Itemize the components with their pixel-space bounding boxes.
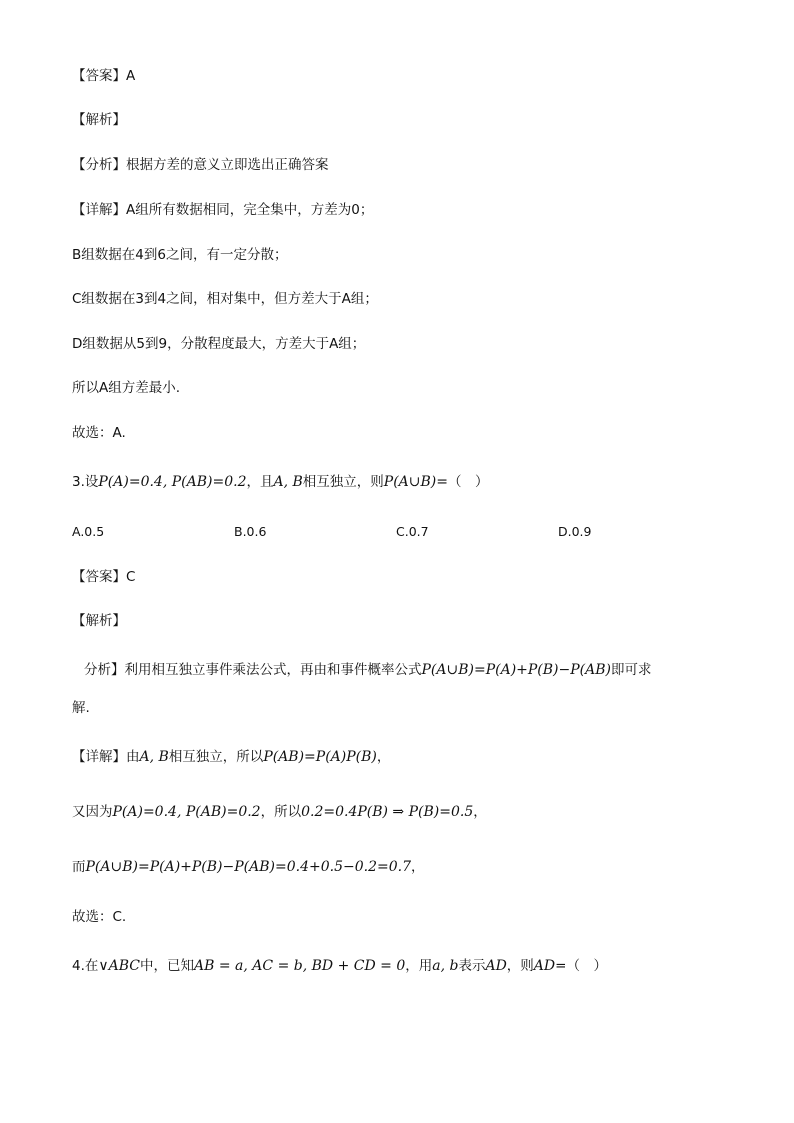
q3-detail-end: ， bbox=[376, 749, 391, 765]
q3-detail-prefix: 【详解】由 bbox=[72, 749, 140, 765]
q3-option-d: D.0.9 bbox=[558, 524, 592, 539]
q3-method-math: P(A∪B)=P(A)+P(B)−P(AB) bbox=[421, 662, 611, 678]
q2-answer: 【答案】A bbox=[72, 68, 136, 84]
q2-analysis-heading: 【解析】 bbox=[72, 112, 126, 128]
q2-choice: 故选：A. bbox=[72, 425, 126, 441]
q2-line-b: B组数据在4到6之间，有一定分散； bbox=[72, 247, 288, 263]
q4-use-math: a, b bbox=[432, 958, 459, 974]
q3-step3-prefix: 而 bbox=[72, 859, 86, 875]
q3-paren: （ ） bbox=[448, 474, 489, 490]
q4-mid3: 表示 bbox=[458, 958, 486, 974]
q3-answer: 【答案】C bbox=[72, 569, 136, 585]
q2-line-c: C组数据在3到4之间，相对集中，但方差大于A组； bbox=[72, 291, 378, 307]
q2-detail: 【详解】A组所有数据相同，完全集中，方差为0； bbox=[72, 202, 374, 218]
q3-step3-end: ， bbox=[410, 859, 425, 875]
q3-step2 bbox=[72, 802, 487, 822]
q4-ask-math: AD bbox=[533, 958, 556, 974]
q2-line-d: D组数据从5到9，分散程度最大，方差大于A组； bbox=[72, 336, 366, 352]
q4-prefix: 4.在 bbox=[72, 958, 99, 974]
q3-detail bbox=[72, 747, 390, 767]
q3-step2-math2: 0.2=0.4P(B) ⇒ P(B)=0.5 bbox=[301, 804, 474, 820]
q3-detail-math: P(AB)=P(A)P(B) bbox=[263, 749, 377, 765]
q3-analysis-heading: 【解析】 bbox=[72, 613, 126, 629]
q4-mid2: ，用 bbox=[405, 958, 433, 974]
q3-method-text: 分析】利用相互独立事件乘法公式，再由和事件概率公式 bbox=[84, 662, 422, 678]
q3-prefix: 3.设 bbox=[72, 474, 99, 490]
q4-stem bbox=[72, 956, 607, 976]
q3-detail-mid: 相互独立，所以 bbox=[168, 749, 264, 765]
q3-step2-math1: P(A)=0.4, P(AB)=0.2 bbox=[112, 804, 261, 820]
q3-detail-sets: A, B bbox=[139, 749, 169, 765]
q3-stem bbox=[72, 472, 489, 492]
q3-step2-prefix: 又因为 bbox=[72, 804, 113, 820]
q3-step2-end: ， bbox=[473, 804, 487, 820]
q2-method: 【分析】根据方差的意义立即选出正确答案 bbox=[72, 157, 329, 173]
q4-mid: 中，已知 bbox=[140, 958, 195, 974]
q3-cond-math: P(A)=0.4, P(AB)=0.2 bbox=[98, 474, 247, 490]
q3-option-a: A.0.5 bbox=[72, 524, 105, 539]
q4-mid4: ，则 bbox=[506, 958, 534, 974]
q4-target-math: AD bbox=[485, 958, 507, 974]
q3-ask-math: P(A∪B)= bbox=[383, 474, 448, 490]
q3-step2-mid: ，所以 bbox=[260, 804, 302, 820]
q4-tri-math: ∨ABC bbox=[98, 958, 141, 974]
q3-choice: 故选：C. bbox=[72, 909, 127, 925]
q3-sets-math: A, B bbox=[273, 474, 303, 490]
q2-conclusion: 所以A组方差最小. bbox=[72, 380, 181, 396]
q3-method-cont: 解. bbox=[72, 700, 90, 716]
q3-option-c: C.0.7 bbox=[396, 524, 429, 539]
q3-method-tail: 即可求 bbox=[611, 662, 652, 678]
q4-tail: =（ ） bbox=[555, 958, 607, 974]
q4-vec-math: AB = a, AC = b, BD + CD = 0 bbox=[194, 958, 406, 974]
q3-mid2: 相互独立，则 bbox=[302, 474, 384, 490]
q3-method bbox=[84, 660, 652, 680]
q3-option-b: B.0.6 bbox=[234, 524, 267, 539]
q3-step3 bbox=[72, 857, 424, 877]
q3-mid: ，且 bbox=[246, 474, 274, 490]
q3-step3-math: P(A∪B)=P(A)+P(B)−P(AB)=0.4+0.5−0.2=0.7 bbox=[85, 859, 411, 875]
